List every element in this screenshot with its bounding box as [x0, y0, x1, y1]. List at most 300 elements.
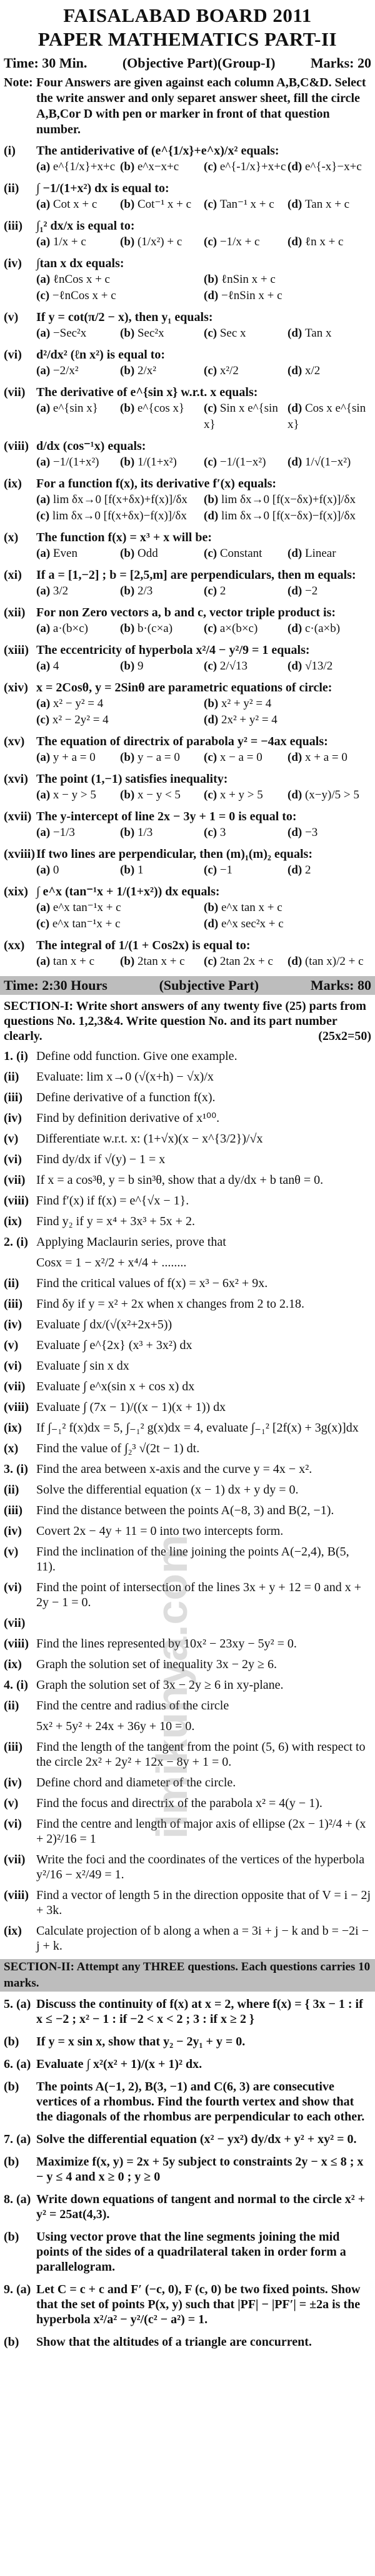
mcq-option	[204, 234, 288, 250]
short-question-number: (ix)	[4, 1657, 22, 1671]
mcq-options	[36, 546, 371, 562]
short-question-text: Find the centre and radius of the circle	[36, 1699, 229, 1713]
mcq-number: (xvii)	[4, 810, 32, 823]
mcq-option-text: Sec x	[219, 327, 246, 340]
mcq-option	[288, 954, 371, 970]
short-question-text: Define chord and diameter of the circle.	[36, 1776, 236, 1789]
mcq-option-text: ℓnCos x + c	[52, 273, 110, 286]
mcq-options	[36, 583, 371, 599]
mcq-option	[120, 862, 204, 878]
mcq-option-text: Linear	[304, 547, 336, 560]
mcq-option-text: tan x + c	[52, 955, 95, 968]
mcq-option-text: c·(a×b)	[304, 622, 341, 635]
mcq-option-letter: (d)	[288, 955, 305, 968]
mcq-option-letter: (a)	[36, 198, 53, 211]
mcq-option	[204, 862, 288, 878]
mcq-question: x = 2Cosθ, y = 2Sinθ are parametric equations of circle:	[36, 681, 332, 695]
mcq-body	[36, 529, 371, 562]
mcq-option	[288, 400, 371, 433]
short-question-text: Evaluate ∫ sin x dx	[36, 1359, 129, 1373]
mcq-option-letter: (b)	[120, 456, 138, 469]
mcq-option	[204, 400, 288, 433]
short-question	[0, 1131, 375, 1146]
mcq-options	[36, 696, 371, 728]
mcq-option	[36, 288, 204, 304]
mcq-option	[288, 787, 371, 803]
mcq-option-letter: (a)	[36, 547, 53, 560]
mcq-option-letter: (b)	[120, 327, 138, 340]
mcq-option-text: −1/(1+x²)	[52, 456, 99, 469]
mcq-item	[0, 529, 375, 562]
short-question-number: (viii)	[4, 1400, 29, 1414]
mcq-question: d/dx (cos⁻¹x) equals:	[36, 439, 146, 453]
mcq-option-letter: (a)	[36, 697, 53, 710]
mcq-option-letter: (d)	[288, 547, 305, 560]
short-question-number: (iii)	[4, 1091, 22, 1104]
mcq-option	[36, 400, 120, 433]
mcq-option-letter: (d)	[288, 622, 305, 635]
short-question-text: Find the centre and length of major axis of ellipse (2x − 1)²/4 + (x + 2)²/16 = 1	[36, 1817, 366, 1846]
short-question-text: Graph the solution set of 3x − 2y ≥ 6 in xy-plane.	[36, 1678, 284, 1692]
mcq-option	[288, 363, 371, 379]
mcq-option-text: 4	[52, 659, 59, 673]
short-question-number: (vii)	[4, 1853, 26, 1866]
mcq-item	[0, 384, 375, 433]
mcq-question: ∫₁² dx/x is equal to:	[36, 219, 135, 233]
mcq-options	[36, 825, 371, 841]
mcq-option	[204, 954, 288, 970]
mcq-option-text: Cot x + c	[52, 198, 98, 211]
mcq-option-letter: (b)	[120, 160, 138, 173]
mcq-question: For a function f(x), its derivative f′(x) equals:	[36, 477, 277, 491]
short-question-text: Define derivative of a function f(x).	[36, 1091, 216, 1104]
mcq-option	[204, 363, 288, 379]
mcq-option	[288, 862, 371, 878]
short-question-text: Applying Maclaurin series, prove that	[36, 1235, 226, 1249]
long-question-text: Using vector prove that the line segments joining the mid points of the sides of a quadrilateral taken in order form a parallelogram.	[36, 2230, 346, 2274]
mcq-option	[204, 712, 371, 728]
mcq-option-text: 2tan x + c	[137, 955, 185, 968]
short-question-number: (iii)	[4, 1504, 22, 1517]
mcq-option	[204, 288, 371, 304]
short-question-text: Find the critical values of f(x) = x³ − 6x² + 9x.	[36, 1276, 268, 1290]
mcq-option-text: 2	[304, 863, 311, 877]
short-question	[0, 1358, 375, 1373]
short-question-number: (ii)	[4, 1276, 19, 1290]
mcq-question: If y = cot(π/2 − x), then y₁ equals:	[36, 310, 213, 324]
long-question-text: Write down equations of tangent and normal to the circle x² + y² = 25at(4,3).	[36, 2192, 366, 2221]
mcq-option-text: −1/x + c	[219, 235, 260, 248]
mcq-body	[36, 218, 371, 250]
mcq-question: ∫ −1/(1+x²) dx is equal to:	[36, 181, 169, 195]
short-question-text: Find δy if y = x² + 2x when x changes from 2 to 2.18.	[36, 1297, 305, 1311]
short-question-text: Find the length of the tangent from the point (5, 6) with respect to the circle 2x² + 2y² + 12x − 8y + 1 = 0.	[36, 1740, 366, 1769]
mcq-option-letter: (d)	[204, 917, 221, 930]
short-question-number: (ix)	[4, 1214, 22, 1228]
mcq-option	[204, 546, 288, 562]
mcq-option-text: (tan x)/2 + c	[304, 955, 364, 968]
mcq-option	[36, 492, 204, 508]
mcq-options	[36, 621, 371, 637]
short-question-number: (ii)	[4, 1483, 19, 1497]
mcq-option-letter: (d)	[204, 713, 221, 726]
long-question	[0, 2334, 375, 2349]
mcq-option	[204, 900, 371, 916]
mcq-option	[288, 658, 371, 675]
mcq-number: (xi)	[4, 568, 22, 582]
mcq-option	[204, 196, 288, 213]
short-question	[0, 1111, 375, 1126]
mcq-option-text: e^{-x}−x+c	[304, 160, 362, 173]
mcq-option	[36, 325, 120, 342]
mcq-option-letter: (d)	[288, 327, 305, 340]
mcq-option-letter: (a)	[36, 456, 53, 469]
mcq-option	[120, 787, 204, 803]
mcq-body	[36, 642, 371, 675]
mcq-option-letter: (c)	[204, 364, 220, 377]
short-question-text: Evaluate ∫ dx/(√(x²+2x+5))	[36, 1318, 172, 1331]
mcq-number: (ii)	[4, 181, 19, 195]
short-question-number: (vii)	[4, 1173, 26, 1187]
mcq-option-text: y − a = 0	[137, 751, 180, 764]
mcq-question: The derivative of e^{sin x} w.r.t. x equals:	[36, 385, 258, 399]
mcq-option-letter: (d)	[288, 456, 305, 469]
short-question-text: Evaluate ∫ e^x(sin x + cos x) dx	[36, 1380, 195, 1393]
mcq-option-letter: (a)	[36, 659, 53, 673]
mcq-option-text: −2	[304, 584, 318, 598]
mcq-option-letter: (b)	[120, 364, 138, 377]
mcq-option-text: lim δx→0 [f(x+δx)+f(x)]/δx	[52, 493, 188, 506]
mcq-option-text: x²/2	[219, 364, 239, 377]
mcq-option-text: lim δx→0 [f(x−δx)−f(x)]/δx	[221, 509, 356, 522]
mcq-option-letter: (a)	[36, 273, 53, 286]
note-label: Note:	[4, 76, 33, 89]
mcq-option-text: (1/x²) + c	[137, 235, 182, 248]
mcq-question: The equation of directrix of parabola y² = −4ax equals:	[36, 735, 328, 748]
long-question-number: (b)	[4, 2080, 19, 2094]
mcq-option-letter: (d)	[288, 659, 305, 673]
mcq-option-letter: (d)	[288, 751, 305, 764]
mcq-option-letter: (c)	[204, 547, 220, 560]
mcq-item	[0, 808, 375, 841]
mcq-option-letter: (c)	[204, 327, 220, 340]
mcq-option-letter: (b)	[120, 235, 138, 248]
mcq-option	[204, 159, 288, 175]
short-question-text: Find by definition derivative of x¹⁰⁰.	[36, 1111, 220, 1125]
mcq-body	[36, 255, 371, 304]
short-question-number: (v)	[4, 1338, 19, 1352]
mcq-options	[36, 234, 371, 250]
short-question	[0, 1235, 375, 1250]
mcq-number: (xviii)	[4, 847, 35, 861]
mcq-option	[204, 325, 288, 342]
mcq-option-letter: (c)	[204, 863, 220, 877]
mcq-option-text: x² − 2y² = 4	[52, 713, 109, 726]
mcq-option-text: e^x sec²x + c	[221, 917, 284, 930]
mcq-option-letter: (c)	[204, 659, 220, 673]
mcq-option-letter: (b)	[120, 751, 138, 764]
mcq-option	[36, 583, 120, 599]
short-question-number: (viii)	[4, 1194, 29, 1208]
mcq-option-letter: (a)	[36, 751, 53, 764]
mcq-options	[36, 159, 371, 175]
mcq-option-text: lim δx→0 [f(x+δx)−f(x)]/δx	[52, 509, 187, 522]
mcq-question: The y-intercept of line 2x − 3y + 1 = 0 is equal to:	[36, 810, 297, 823]
mcq-item	[0, 143, 375, 175]
mcq-item	[0, 771, 375, 803]
mcq-option-text: Cot⁻¹ x + c	[137, 198, 192, 211]
long-question	[0, 2154, 375, 2184]
short-question-number: (iii)	[4, 1297, 22, 1311]
objective-header	[0, 54, 375, 73]
mcq-option-letter: (a)	[36, 160, 53, 173]
paper-title: PAPER MATHEMATICS PART-II	[38, 28, 338, 50]
short-question-text: Find dy/dx if √(y) − 1 = x	[36, 1153, 166, 1166]
mcq-option	[204, 492, 371, 508]
mcq-number: (xvi)	[4, 772, 28, 786]
mcq-option	[36, 272, 204, 288]
mcq-option-letter: (d)	[288, 826, 305, 839]
mcq-list	[0, 143, 375, 970]
mcq-option-letter: (a)	[36, 327, 53, 340]
mcq-option-text: −ℓnCos x + c	[52, 289, 116, 302]
mcq-option-letter: (b)	[120, 863, 138, 877]
mcq-option	[204, 825, 288, 841]
mcq-option	[204, 696, 371, 712]
mcq-option-letter: (c)	[204, 456, 220, 469]
mcq-number: (xix)	[4, 885, 28, 899]
short-question-number: 1. (i)	[4, 1049, 28, 1063]
long-question-text: If y = x sin x, show that y₂ − 2y₁ + y = 0.	[36, 2035, 246, 2049]
mcq-body	[36, 476, 371, 524]
mcq-option	[204, 787, 288, 803]
long-question-text: Evaluate ∫ x²(x² + 1)/(x + 1)² dx.	[36, 2057, 202, 2071]
mcq-option-text: 2x² + y² = 4	[221, 713, 278, 726]
mcq-body	[36, 771, 371, 803]
mcq-option	[288, 546, 371, 562]
mcq-item	[0, 680, 375, 728]
mcq-body	[36, 309, 371, 342]
mcq-option-letter: (c)	[204, 788, 220, 802]
short-question-number: (vi)	[4, 1359, 22, 1373]
mcq-option	[120, 583, 204, 599]
mcq-option-letter: (b)	[120, 622, 138, 635]
mcq-option-text: e^x tan⁻¹x + c	[52, 901, 121, 914]
subjective-header	[0, 976, 375, 995]
short-question-text: Find the point of intersection of the lines 3x + y + 12 = 0 and x + 2y − 1 = 0.	[36, 1581, 362, 1609]
mcq-option	[36, 508, 204, 524]
mcq-option-letter: (c)	[36, 917, 52, 930]
mcq-question: The function f(x) = x³ + x will be:	[36, 531, 212, 544]
subjective-time: Time: 2:30 Hours	[4, 977, 108, 993]
subjective-marks: Marks: 80	[310, 977, 371, 993]
long-question-number: (b)	[4, 2155, 19, 2169]
short-question	[0, 1069, 375, 1084]
note-text: Four Answers are given against each column A,B,C&D. Select the write answer and only separet answer sheet, fill the circle A,B,Cor D with pen or marker in front of that question number.	[36, 76, 366, 136]
mcq-number: (v)	[4, 310, 19, 324]
short-question-text: If ∫₋₁² f(x)dx = 5, ∫₋₁² g(x)dx = 4, evaluate ∫₋₁² [2f(x) + 3g(x)]dx	[36, 1421, 359, 1435]
short-question	[0, 1338, 375, 1353]
short-question-number	[4, 1719, 36, 1734]
long-questions	[0, 1997, 375, 2349]
short-question-text: Evaluate: lim x→0 (√(x+h) − √x)/x	[36, 1070, 214, 1084]
mcq-option-text: 2	[219, 584, 226, 598]
long-question-number: 7. (a)	[4, 2132, 31, 2146]
short-question-number: (vii)	[4, 1380, 26, 1393]
mcq-option	[120, 750, 204, 766]
mcq-option-letter: (d)	[288, 198, 305, 211]
long-question	[0, 2229, 375, 2274]
mcq-item	[0, 309, 375, 342]
short-question-text: Find the distance between the points A(−8, 3) and B(2, −1).	[36, 1504, 334, 1517]
mcq-option-text: x² − y² = 4	[52, 697, 104, 710]
mcq-option-text: 2tan 2x + c	[219, 955, 273, 968]
short-question-text: Write the foci and the coordinates of the vertices of the hyperbola y²/16 − x²/49 = 1.	[36, 1853, 365, 1881]
mcq-option-text: ℓnSin x + c	[221, 273, 276, 286]
short-question-number: 4. (i)	[4, 1678, 28, 1692]
mcq-option	[120, 454, 204, 471]
mcq-number: (xv)	[4, 735, 25, 748]
long-question	[0, 2192, 375, 2222]
mcq-question: If two lines are perpendicular, then (m)₁(m)₂ equals:	[36, 847, 312, 861]
mcq-option-text: x + y > 5	[219, 788, 263, 802]
mcq-number: (vi)	[4, 348, 22, 362]
mcq-option	[288, 621, 371, 637]
mcq-option	[204, 454, 288, 471]
short-question-number: 3. (i)	[4, 1462, 28, 1476]
short-question-number: (v)	[4, 1545, 19, 1559]
long-question	[0, 2132, 375, 2147]
mcq-number: (vii)	[4, 385, 26, 399]
long-question-number: (b)	[4, 2335, 19, 2349]
mcq-option-letter: (b)	[120, 402, 138, 415]
short-question	[0, 1090, 375, 1105]
short-question-number: (v)	[4, 1132, 19, 1146]
mcq-number: (viii)	[4, 439, 29, 453]
mcq-item	[0, 347, 375, 379]
mcq-option	[36, 196, 120, 213]
mcq-option-letter: (c)	[36, 289, 52, 302]
mcq-option	[36, 546, 120, 562]
mcq-option	[36, 454, 120, 471]
mcq-option	[36, 900, 204, 916]
mcq-option-text: 9	[137, 659, 144, 673]
mcq-body	[36, 883, 371, 932]
short-question-text: Covert 2x − 4y + 11 = 0 into two intercepts form.	[36, 1524, 284, 1538]
mcq-option-text: Sec²x	[137, 327, 164, 340]
short-question-number: (iv)	[4, 1111, 22, 1125]
long-question-number: 9. (a)	[4, 2283, 31, 2296]
mcq-option-letter: (d)	[288, 788, 305, 802]
mcq-option	[120, 325, 204, 342]
mcq-option	[120, 234, 204, 250]
mcq-option	[36, 712, 204, 728]
long-question	[0, 2034, 375, 2049]
mcq-options	[36, 400, 371, 433]
mcq-question: The eccentricity of hyperbola x²/4 − y²/9 = 1 equals:	[36, 643, 310, 657]
mcq-option	[204, 916, 371, 932]
short-question-number: (iv)	[4, 1524, 22, 1538]
mcq-question: For non Zero vectors a, b and c, vector triple product is:	[36, 606, 336, 619]
short-question-number: (ii)	[4, 1699, 19, 1713]
mcq-option	[204, 583, 288, 599]
mcq-number: (xii)	[4, 606, 26, 619]
mcq-option	[288, 750, 371, 766]
short-question-text: Find the area between x-axis and the curve y = 4x − x².	[36, 1462, 312, 1476]
mcq-option	[288, 234, 371, 250]
mcq-option	[36, 954, 120, 970]
mcq-option	[120, 159, 204, 175]
short-question-number: (vi)	[4, 1581, 22, 1594]
short-question-number: (vii)	[4, 1616, 26, 1630]
mcq-option	[120, 825, 204, 841]
mcq-question: ∫tan x dx equals:	[36, 257, 124, 270]
section1-text: SECTION-I: Write short answers of any twenty five (25) parts from questions No. 1,2,3&4. Write question No. and its part number clearly.	[4, 999, 366, 1043]
mcq-option-letter: (b)	[120, 547, 138, 560]
mcq-option-text: 1/√(1−x²)	[304, 456, 351, 469]
mcq-item	[0, 218, 375, 250]
mcq-option	[204, 658, 288, 675]
mcq-option	[288, 325, 371, 342]
short-question	[0, 1173, 375, 1188]
mcq-option-text: x + a = 0	[304, 751, 348, 764]
mcq-number: (x)	[4, 531, 19, 544]
long-question-text: Show that the altitudes of a triangle are concurrent.	[36, 2335, 312, 2349]
mcq-body	[36, 604, 371, 637]
mcq-option	[36, 696, 204, 712]
short-question-number: (ii)	[4, 1070, 19, 1084]
mcq-option-text: −1	[219, 863, 233, 877]
mcq-option-text: lim δx→0 [f(x−δx)+f(x)]/δx	[221, 493, 356, 506]
short-question-text: Calculate projection of b along a when a = 3i + j − k and b = −2i − j + k.	[36, 1924, 369, 1953]
mcq-option-letter: (b)	[120, 826, 138, 839]
mcq-option-letter: (b)	[120, 955, 138, 968]
short-question-number: (ix)	[4, 1421, 22, 1435]
short-question-number: (viii)	[4, 1637, 29, 1651]
mcq-option-text: b·(c×a)	[137, 622, 173, 635]
short-question	[0, 1379, 375, 1394]
short-question-text: Find the inclination of the line joining the points A(−2,4), B(5, 11).	[36, 1545, 349, 1574]
mcq-option	[288, 159, 371, 175]
mcq-option	[288, 583, 371, 599]
mcq-option-letter: (d)	[288, 584, 305, 598]
mcq-option-letter: (a)	[36, 622, 53, 635]
mcq-option-text: e^x tan⁻¹x + c	[52, 917, 121, 930]
mcq-option-text: Odd	[137, 547, 158, 560]
watermark: ilmikunya.com	[148, 1534, 196, 1840]
mcq-item	[0, 846, 375, 878]
mcq-item	[0, 883, 375, 932]
mcq-option	[204, 508, 371, 524]
mcq-options	[36, 750, 371, 766]
mcq-body	[36, 808, 371, 841]
mcq-option	[36, 234, 120, 250]
mcq-option-letter: (a)	[36, 826, 53, 839]
short-question-text: Define odd function. Give one example.	[36, 1049, 238, 1063]
short-question	[0, 1255, 375, 1270]
mcq-option-text: e^{-1/x}+x+c	[219, 160, 286, 173]
short-question-text: Cosx = 1 − x²/2 + x⁴/4 + ........	[36, 1256, 187, 1270]
mcq-option-text: (x−y)/5 > 5	[304, 788, 359, 802]
short-question	[0, 1317, 375, 1332]
mcq-option-text: Even	[52, 547, 78, 560]
subjective-part: (Subjective Part)	[159, 977, 259, 993]
short-question-text: Find f′(x) if f(x) = e^{√x − 1}.	[36, 1194, 189, 1208]
mcq-number: (ix)	[4, 477, 22, 491]
long-question	[0, 2079, 375, 2124]
mcq-option-letter: (a)	[36, 863, 53, 877]
long-question-text: Solve the differential equation (x² − yx²) dy/dx + y² + xy² = 0.	[36, 2132, 357, 2146]
